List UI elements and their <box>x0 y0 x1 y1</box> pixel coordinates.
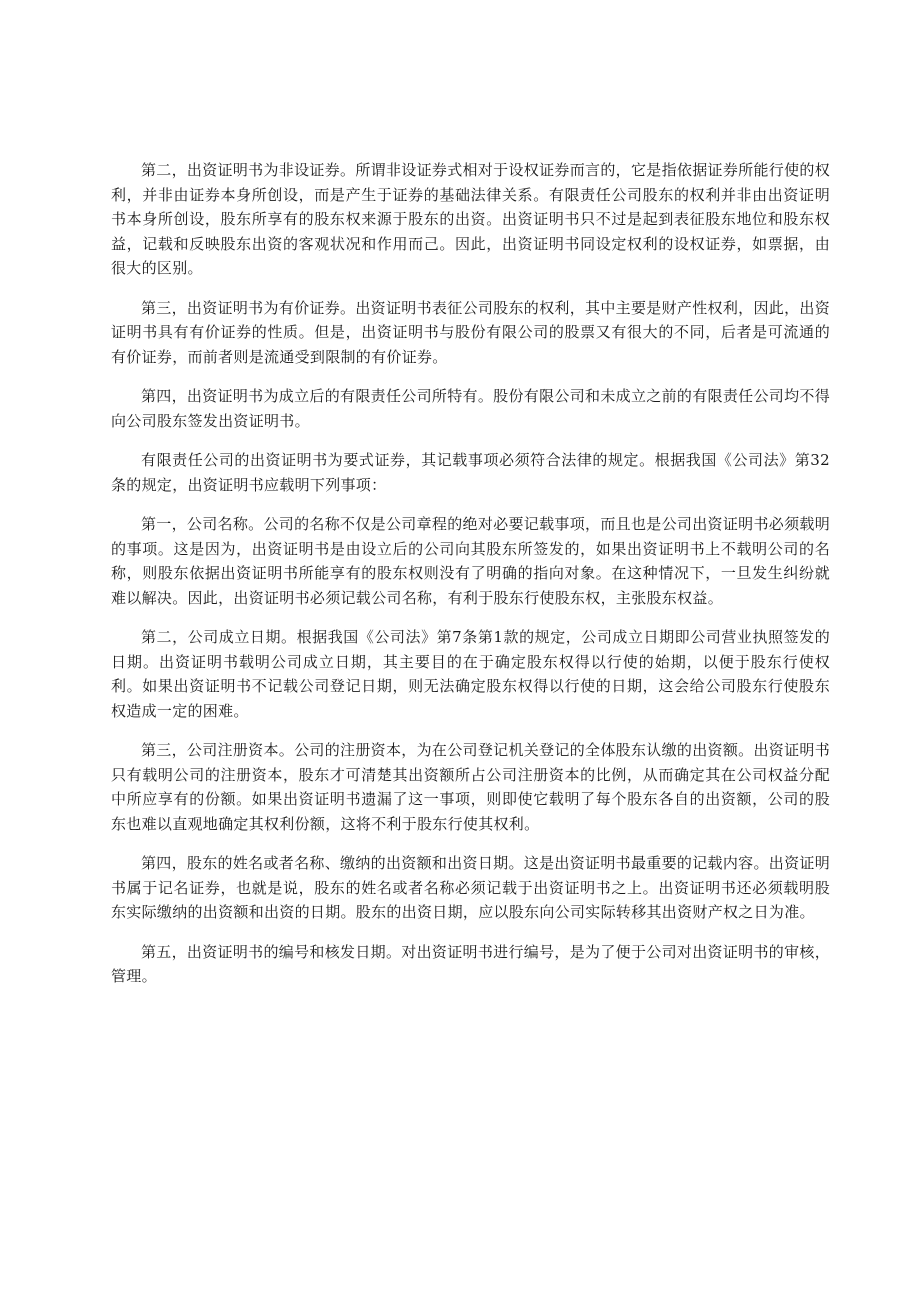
paragraph-registered-capital: 第三，公司注册资本。公司的注册资本，为在公司登记机关登记的全体股东认缴的出资额。出资证明书只有载明公司的注册资本，股东才可清楚其出资额所占公司注册资本的比例，从而确定其在公司权益分配中所应享有的份额。如果出资证明书遗漏了这一事项，则即使它载明了每个股东各自的出资额，公司的股东也难以直观地确定其权利份额，这将不利于股东行使其权利。 <box>111 741 830 833</box>
paragraph-llc-exclusive: 第四，出资证明书为成立后的有限责任公司所特有。股份有限公司和未成立之前的有限责任公司均不得向公司股东签发出资证明书。 <box>111 387 830 430</box>
paragraph-establishment-date: 第二，公司成立日期。根据我国《公司法》第7条第1款的规定，公司成立日期即公司营业执照签发的日期。出资证明书载明公司成立日期，其主要目的在于确定股东权得以行使的始期，以便于股东行使权利。如果出资证明书不记载公司登记日期，则无法确定股东权得以行使的日期，这会给公司股东行使股东权造成一定的困难。 <box>111 628 830 720</box>
document-body <box>111 158 830 1004</box>
paragraph-non-creative-security: 第二，出资证明书为非设证券。所谓非设证券式相对于设权证券而言的，它是指依据证券所能行使的权利，并非由证券本身所创设，而是产生于证券的基础法律关系。有限责任公司股东的权利并非由出资证明书本身所创设，股东所享有的股东权来源于股东的出资。出资证明书只不过是起到表征股东地位和股东权益，记载和反映股东出资的客观状况和作用而己。因此，出资证明书同设定权利的设权证券，如票据，由很大的区别。 <box>111 161 830 277</box>
paragraph-formal-security: 有限责任公司的出资证明书为要式证券，其记载事项必须符合法律的规定。根据我国《公司法》第32条的规定，出资证明书应载明下列事项： <box>111 451 830 494</box>
paragraph-shareholder-info: 第四，股东的姓名或者名称、缴纳的出资额和出资日期。这是出资证明书最重要的记载内容。出资证明书属于记名证券，也就是说，股东的姓名或者名称必须记载于出资证明书之上。出资证明书还必须载明股东实际缴纳的出资额和出资的日期。股东的出资日期，应以股东向公司实际转移其出资财产权之日为准。 <box>111 854 830 921</box>
paragraph-certificate-number: 第五，出资证明书的编号和核发日期。对出资证明书进行编号，是为了便于公司对出资证明书的审核，管理。 <box>111 942 830 985</box>
paragraph-company-name: 第一，公司名称。公司的名称不仅是公司章程的绝对必要记载事项，而且也是公司出资证明书必须载明的事项。这是因为，出资证明书是由设立后的公司向其股东所签发的，如果出资证明书上不载明公司的名称，则股东依据出资证明书所能享有的股东权则没有了明确的指向对象。在这种情况下，一旦发生纠纷就难以解决。因此，出资证明书必须记载公司名称，有利于股东行使股东权，主张股东权益。 <box>111 515 830 607</box>
paragraph-valuable-security: 第三，出资证明书为有价证券。出资证明书表征公司股东的权利，其中主要是财产性权利，因此，出资证明书具有有价证券的性质。但是，出资证明书与股份有限公司的股票又有很大的不同，后者是可流通的有价证券，而前者则是流通受到限制的有价证券。 <box>111 298 830 366</box>
